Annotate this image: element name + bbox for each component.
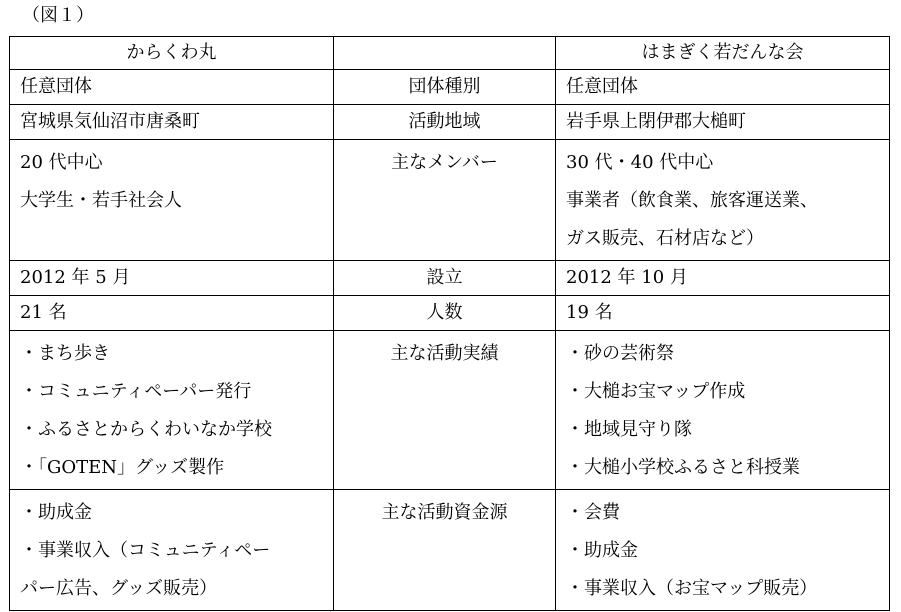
row-label: 団体種別 [334,70,556,105]
row-label: 人数 [334,296,556,331]
cell-line: 任意団体 [20,76,92,97]
cell-line: ・「GOTEN」グッズ製作 [20,457,225,478]
table-row [10,490,890,611]
cell-line: ・コミュニティペーパー発行 [20,381,252,402]
cell-line: ・砂の芸術祭 [566,343,674,364]
table-row [10,105,890,140]
cell-left [10,490,334,611]
row-label: 主な活動実績 [334,331,556,490]
cell-right [556,490,890,611]
cell-line: パー広告、グッズ販売） [20,578,218,599]
cell-line: ガス販売、石材店など） [566,228,764,249]
cell-line: ・事業収入（お宝マップ販売） [566,578,818,599]
cell-line: ・ふるさとからくわいなか学校 [20,419,272,440]
table-row [10,140,890,261]
cell-line: ・大槌お宝マップ作成 [566,381,746,402]
cell-left [10,261,334,296]
table-row [10,261,890,296]
cell-line: ・大槌小学校ふるさと科授業 [566,457,800,478]
cell-line: 30 代・40 代中心 [566,152,714,173]
cell-right [556,331,890,490]
cell-line: 事業者（飲食業、旅客運送業、 [566,190,818,211]
cell-line: 任意団体 [566,76,638,97]
cell-right [556,140,890,261]
cell-left [10,296,334,331]
cell-line: 2012 年 10 月 [566,267,688,288]
row-label: 設立 [334,261,556,296]
cell-line: ・会費 [566,502,620,523]
cell-left [10,105,334,140]
header-right-org: はまぎく若だんな会 [556,37,890,70]
figure-caption: （図１） [22,5,94,26]
cell-left [10,140,334,261]
cell-line: ・地域見守り隊 [566,419,692,440]
comparison-table [9,36,890,611]
cell-line: 大学生・若手社会人 [20,190,182,211]
cell-line: ・助成金 [20,502,92,523]
row-label: 主な活動資金源 [334,490,556,611]
cell-line: 19 名 [566,302,613,323]
cell-line: 岩手県上閉伊郡大槌町 [566,111,746,132]
cell-line: 21 名 [20,302,67,323]
table-row [10,296,890,331]
row-label: 活動地域 [334,105,556,140]
cell-line: ・事業収入（コミュニティペー [20,540,271,561]
cell-right [556,261,890,296]
cell-right [556,105,890,140]
cell-line: ・助成金 [566,540,638,561]
cell-line: ・まち歩き [20,343,110,364]
table-row [10,70,890,105]
cell-right [556,70,890,105]
cell-line: 20 代中心 [20,152,103,173]
cell-right [556,296,890,331]
row-label: 主なメンバー [334,140,556,261]
table-header-row [10,37,890,70]
header-middle-blank [334,37,556,70]
cell-left [10,331,334,490]
table-row [10,331,890,490]
cell-line: 宮城県気仙沼市唐桑町 [20,111,200,132]
header-left-org: からくわ丸 [10,37,334,70]
cell-left [10,70,334,105]
cell-line: 2012 年 5 月 [20,267,131,288]
